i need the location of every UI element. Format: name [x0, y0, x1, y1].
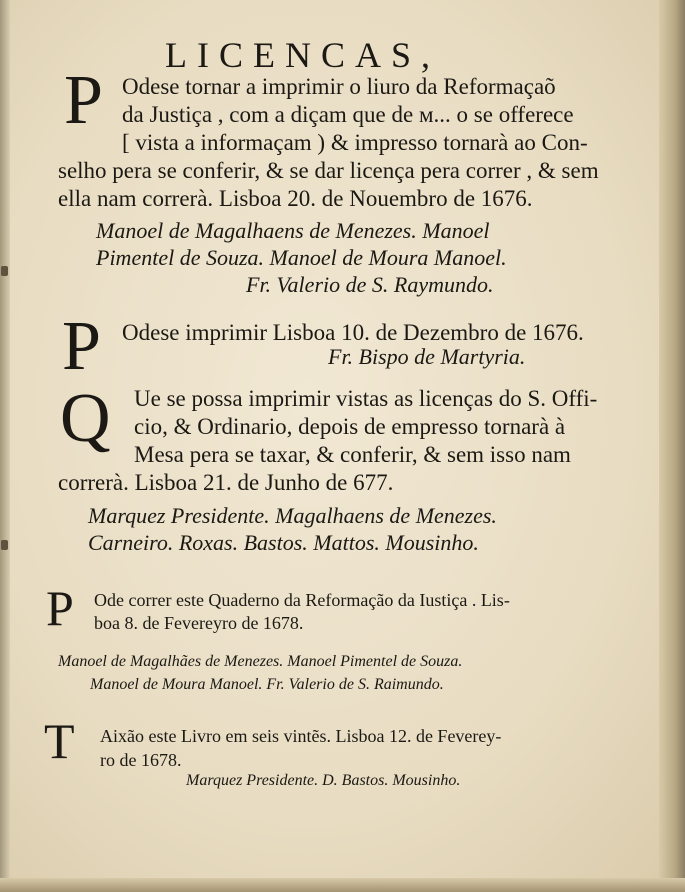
license-text-line: da Justiça , com a diçam que de ᴍ... o se offerece [122, 102, 574, 127]
signature-line: Marquez Presidente. Magalhaens de Menezes. [88, 503, 497, 528]
license-text-line: Ode correr este Quaderno da Reformação da Iustiça . Lis- [94, 590, 510, 610]
drop-cap-initial: P [62, 308, 101, 385]
license-text-line: ella nam correrà. Lisboa 20. de Nouembro de 1676. [58, 186, 533, 211]
license-text-line: boa 8. de Fevereyro de 1678. [94, 613, 304, 633]
license-text-line: Odese tornar a imprimir o liuro da Reformaçaõ [122, 74, 556, 99]
page-bottom-edge [0, 878, 685, 892]
license-text-line: Mesa pera se taxar, & conferir, & sem isso nam [134, 442, 571, 467]
license-text-line: cio, & Ordinario, depois de empresso tornarà à [134, 414, 566, 439]
signature-line: Fr. Valerio de S. Raymundo. [246, 272, 494, 297]
license-text-line: Odese imprimir Lisboa 10. de Dezembro de 1676. [122, 320, 584, 345]
drop-cap-initial: P [64, 62, 103, 139]
signature-line: Manoel de Magalhaens de Menezes. Manoel [96, 218, 490, 243]
page-left-edge [0, 0, 10, 892]
signature-line: Manoel de Moura Manoel. Fr. Valerio de S. Raimundo. [90, 676, 444, 693]
page-right-edge [659, 0, 685, 892]
page-title: LICENCAS, [165, 35, 441, 75]
signature-line: Carneiro. Roxas. Bastos. Mattos. Mousinho. [88, 530, 479, 555]
signature-line: Manoel de Magalhães de Menezes. Manoel Pimentel de Souza. [58, 653, 463, 670]
license-text-line: selho pera se conferir, & se dar licença pera correr , & sem [58, 158, 599, 183]
binding-stitch [1, 266, 8, 276]
drop-cap-initial: P [46, 580, 74, 636]
license-text-line: [ vista a informaçam ) & impresso tornarà ao Con- [122, 130, 588, 155]
signature-line: Pimentel de Souza. Manoel de Moura Manoel. [96, 245, 507, 270]
license-text-line: ro de 1678. [100, 750, 182, 770]
drop-cap-initial: Q [60, 380, 111, 457]
drop-cap-initial: T [44, 713, 75, 769]
license-text-line: Ue se possa imprimir vistas as licenças do S. Offi- [134, 386, 598, 411]
signature-line: Marquez Presidente. D. Bastos. Mousinho. [186, 772, 461, 789]
binding-stitch [1, 540, 8, 550]
license-text-line: Aixão este Livro em seis vintẽs. Lisboa 12. de Feverey- [100, 726, 502, 746]
signature-line: Fr. Bispo de Martyria. [328, 344, 526, 369]
license-text-line: correrà. Lisboa 21. de Junho de 677. [58, 470, 394, 495]
